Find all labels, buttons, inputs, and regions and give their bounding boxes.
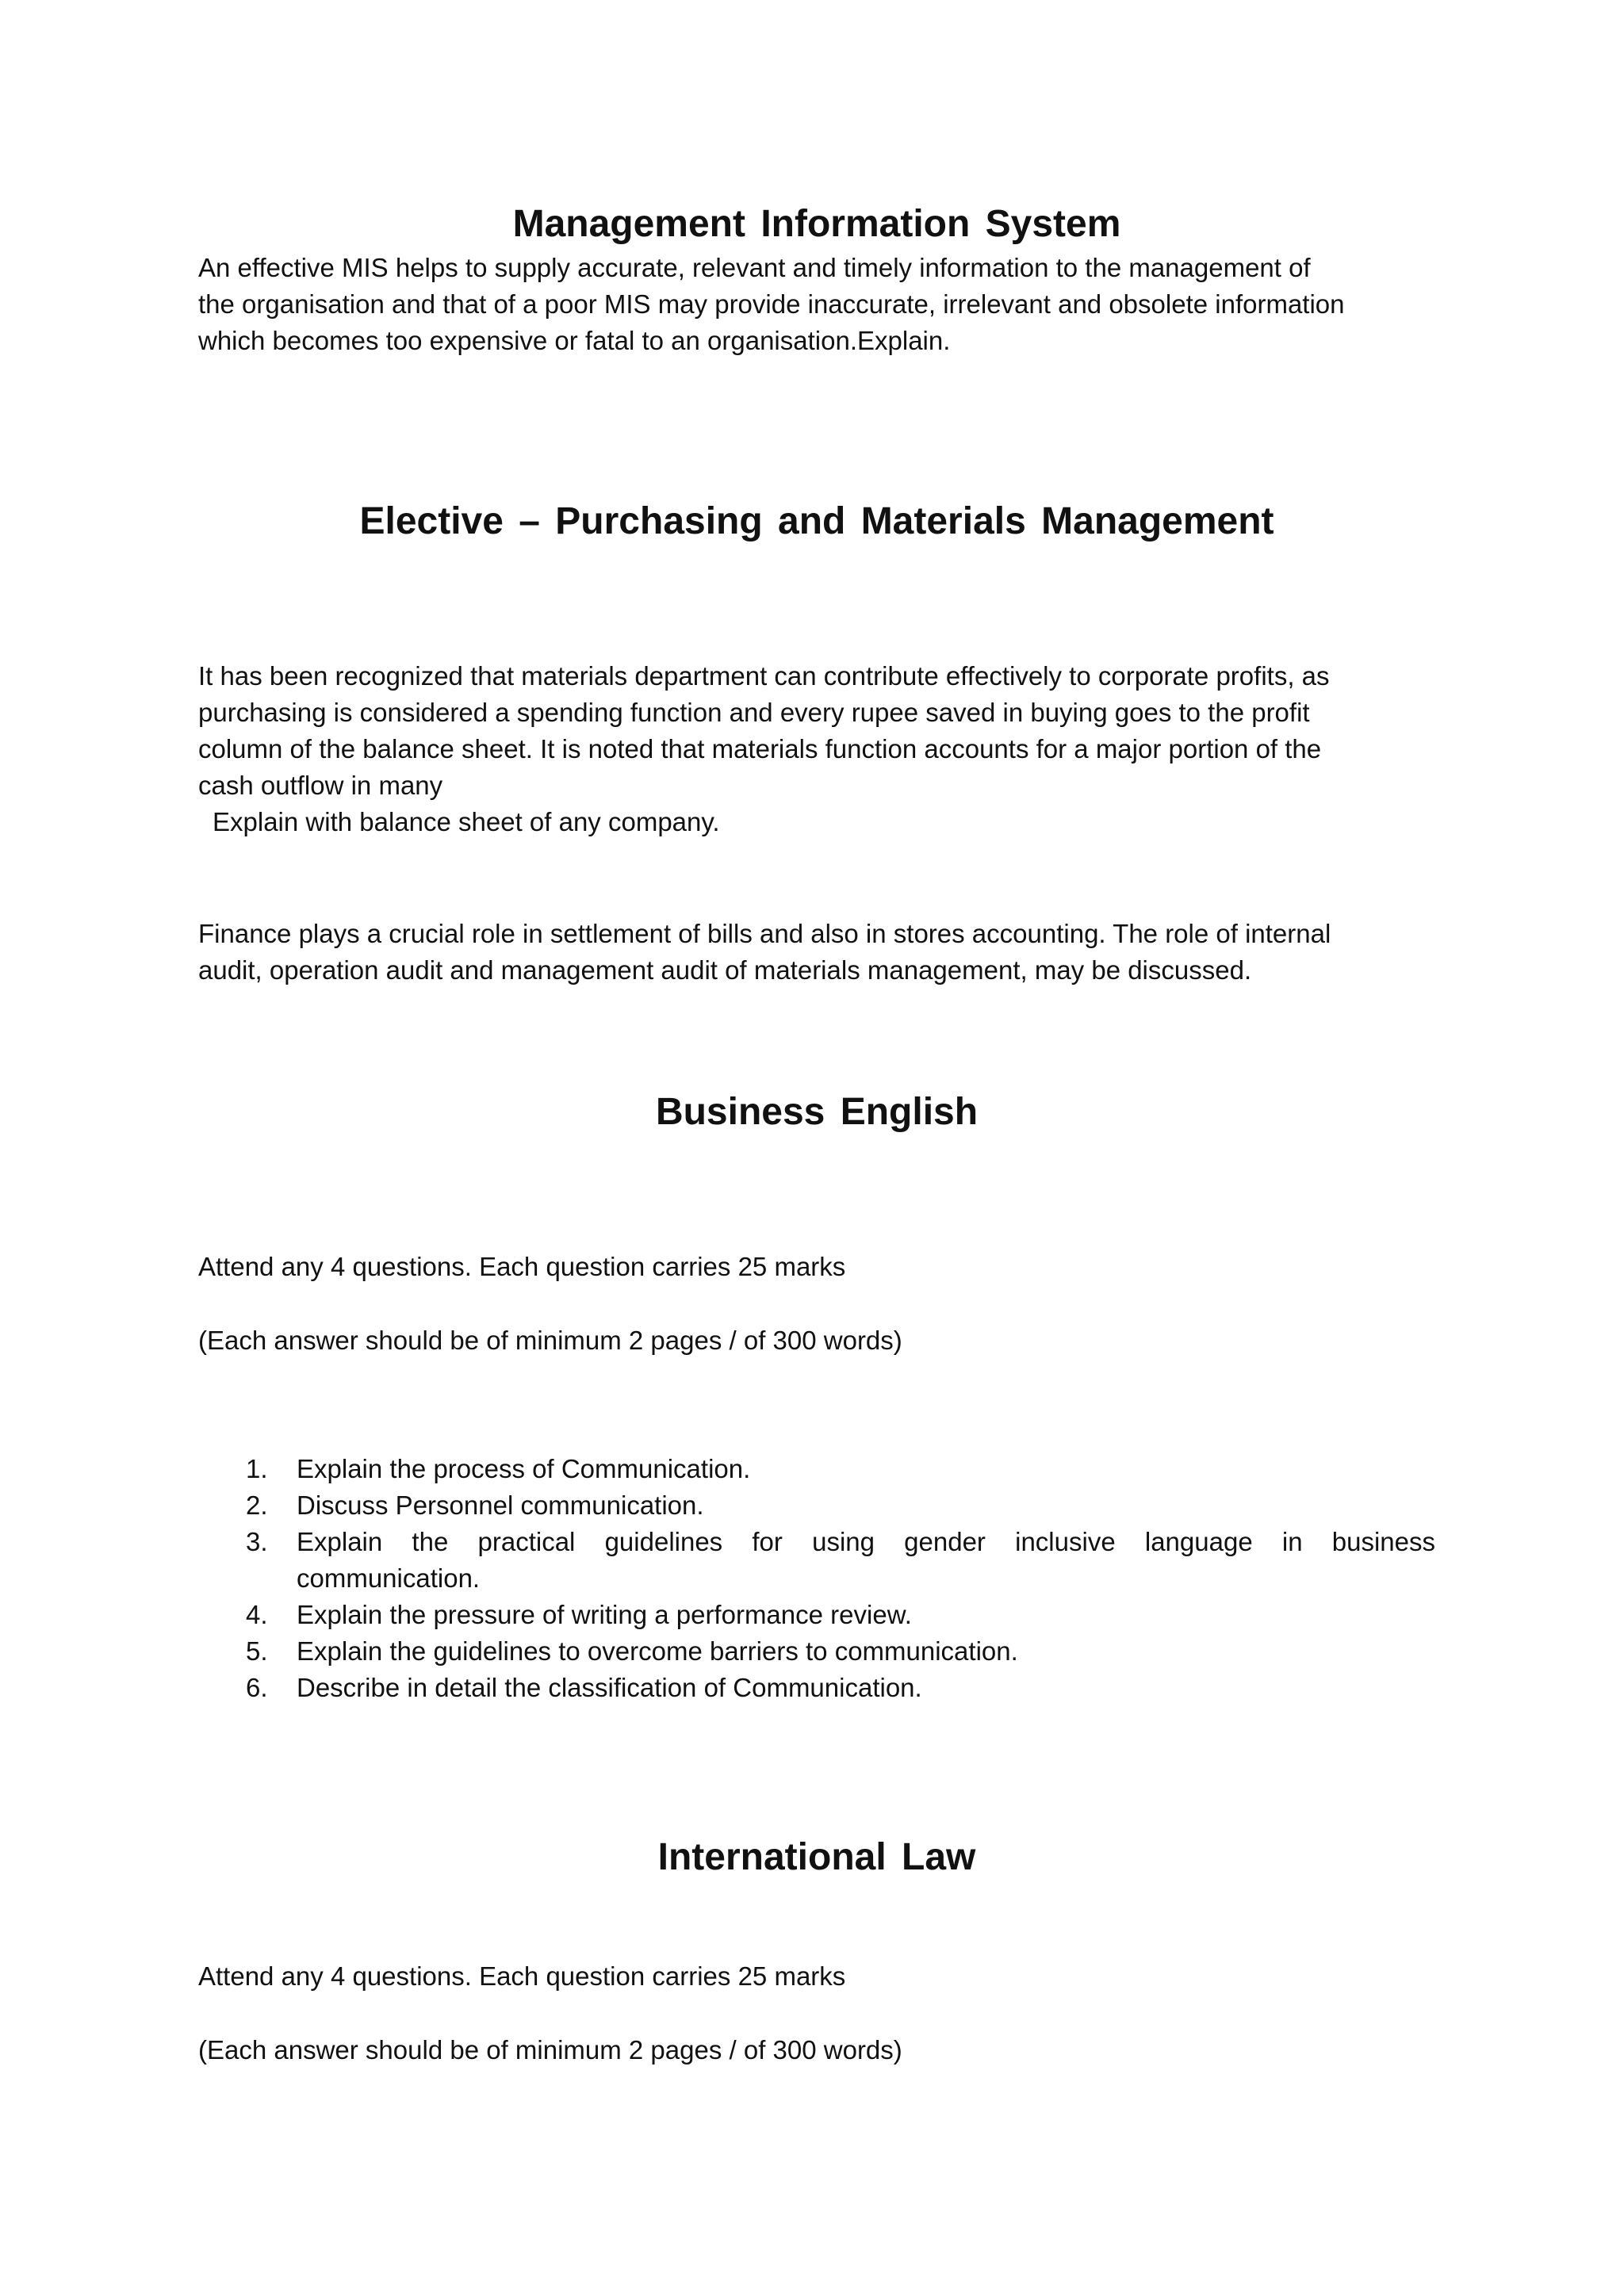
question-number: 5.	[246, 1636, 268, 1666]
section-title-business-english: Business English	[655, 1091, 979, 1133]
question-number: 3.	[246, 1527, 268, 1556]
question-text: Discuss Personnel communication.	[297, 1490, 704, 1520]
mis-question-line-1: An effective MIS helps to supply accurate, relevant and timely information to the management of	[198, 253, 1311, 282]
list-item	[198, 1524, 1435, 1597]
purchasing-q1-line-2: purchasing is considered a spending function and every rupee saved in buying goes to the profit	[198, 698, 1310, 727]
international-law-note: (Each answer should be of minimum 2 pages / of 300 words)	[198, 2035, 902, 2064]
question-number: 2.	[246, 1490, 268, 1520]
purchasing-question-2	[198, 916, 1435, 989]
question-text-line-1: Explain the practical guidelines for using gender inclusive language in business	[297, 1527, 1435, 1556]
purchasing-q2-line-1: Finance plays a crucial role in settlement of bills and also in stores accounting. The role of internal	[198, 919, 1331, 948]
question-text: Explain the guidelines to overcome barriers to communication.	[297, 1636, 1018, 1666]
list-item	[198, 1633, 1435, 1670]
mis-question	[198, 250, 1435, 359]
list-item	[198, 1451, 1435, 1487]
question-text: Describe in detail the classification of Communication.	[297, 1673, 922, 1702]
purchasing-q1-line-4: cash outflow in many	[198, 771, 443, 800]
purchasing-q2-line-2: audit, operation audit and management audit of materials management, may be discussed.	[198, 955, 1252, 985]
mis-question-line-2: the organisation and that of a poor MIS may provide inaccurate, irrelevant and obsolete information	[198, 289, 1345, 319]
mis-question-line-3: which becomes too expensive or fatal to an organisation.Explain.	[198, 326, 951, 355]
section-title-mis: Management Information System	[512, 203, 1121, 245]
purchasing-question-1	[198, 658, 1435, 840]
purchasing-q1-line-3: column of the balance sheet. It is noted that materials function accounts for a major portion of the	[198, 734, 1322, 763]
list-item	[198, 1597, 1435, 1633]
list-item	[198, 1487, 1435, 1524]
section-title-international-law: International Law	[657, 1836, 976, 1878]
business-english-question-list	[198, 1451, 1435, 1706]
international-law-instruction: Attend any 4 questions. Each question carries 25 marks	[198, 1961, 846, 1991]
question-text-line-2: communication.	[297, 1563, 481, 1593]
list-item	[198, 1670, 1435, 1706]
question-number: 4.	[246, 1600, 268, 1629]
question-text: Explain the process of Communication.	[297, 1454, 751, 1483]
section-title-purchasing: Elective – Purchasing and Materials Management	[359, 500, 1274, 542]
question-number: 1.	[246, 1454, 268, 1483]
question-text: Explain the pressure of writing a performance review.	[297, 1600, 912, 1629]
purchasing-q1-tail: Explain with balance sheet of any company.	[213, 807, 720, 836]
purchasing-q1-line-1: It has been recognized that materials department can contribute effectively to corporate profits, as	[198, 661, 1330, 691]
business-english-instruction: Attend any 4 questions. Each question carries 25 marks	[198, 1252, 846, 1281]
business-english-note: (Each answer should be of minimum 2 pages / of 300 words)	[198, 1326, 902, 1355]
question-number: 6.	[246, 1673, 268, 1702]
